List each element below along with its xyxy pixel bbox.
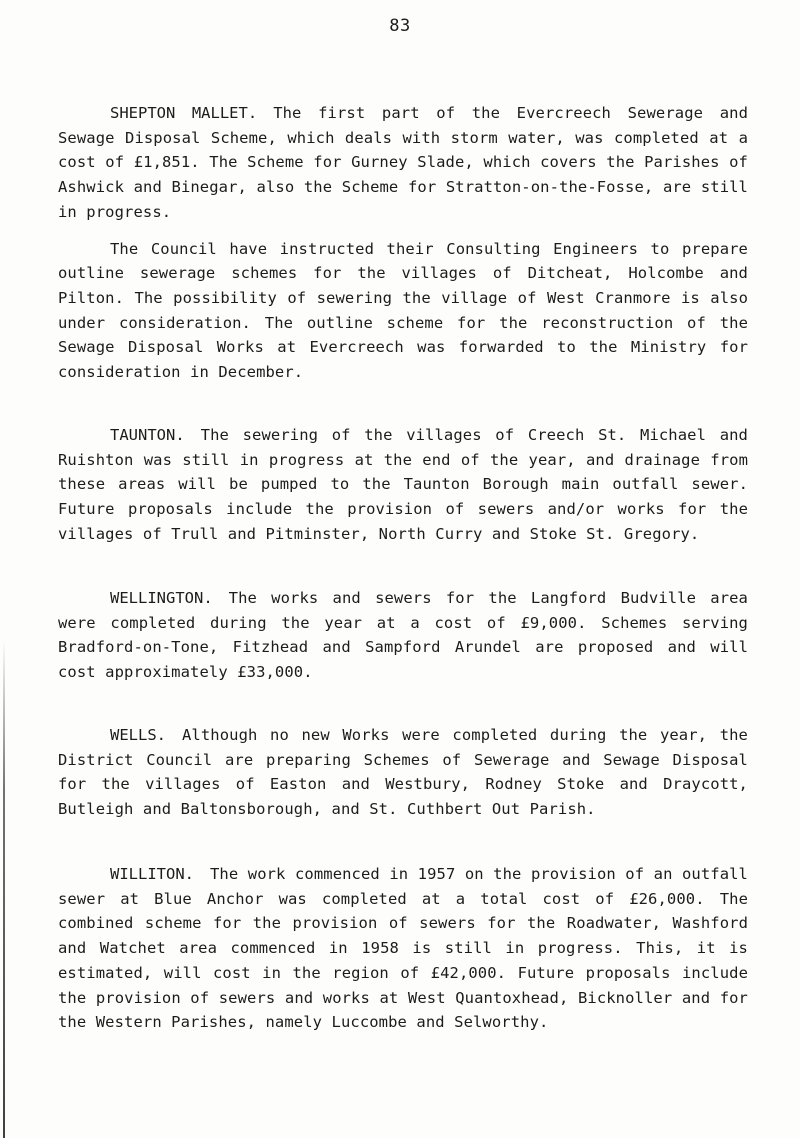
page-number: 83 — [389, 16, 411, 36]
section-heading: SHEPTON MALLET. — [110, 104, 258, 122]
section-taunton — [58, 423, 748, 547]
section-williton — [58, 862, 748, 1035]
scan-edge-shadow — [3, 640, 5, 1138]
section-shepton-mallet — [58, 101, 748, 385]
paragraph-text: The sewering of the villages of Creech St. Michael and Ruishton was still in progress at the end of the year, and drainage from these areas will be pumped to the Taunton Borough main outfall sewer. Future proposals include the provision of sewers and/or works for the villages of Trull and Pitminster, North Curry and Stoke St. Gregory. — [58, 426, 748, 543]
paragraph-text: The Council have instructed their Consulting Engineers to prepare outline sewerage schemes for the villages of Ditcheat, Holcombe and Pilton. The possibility of sewering the village of West Cranmore is also under consideration. The outline scheme for the reconstruction of the Sewage Disposal Works at Evercreech was forwarded to the Ministry for consideration in December. — [58, 239, 748, 382]
section-heading: WELLINGTON. — [110, 589, 213, 607]
section-heading: TAUNTON. — [110, 426, 185, 444]
section-paragraph — [58, 101, 748, 225]
section-paragraph — [58, 862, 748, 1035]
section-paragraph — [58, 586, 748, 685]
section-paragraph — [58, 723, 748, 822]
paragraph-text: The work commenced in 1957 on the provision of an outfall sewer at Blue Anchor was completed at a total cost of £26,000. The combined scheme for the provision of sewers for the Roadwater, Washford and Watchet area commenced in 1958 is still in progress. This, it is estimated, will cost in the region of £42,000. Future proposals include the provision of sewers and works at West Quantoxhead, Bicknoller and for the Western Parishes, namely Luccombe and Selworthy. — [58, 865, 748, 1032]
paragraph-text: The works and sewers for the Langford Budville area were completed during the year at a cost of £9,000. Schemes serving Bradford-on-Tone, Fitzhead and Sampford Arundel are proposed and will cost approximately £33,000. — [58, 589, 748, 682]
paragraph-text: The first part of the Evercreech Sewerage and Sewage Disposal Scheme, which deals with storm water, was completed at a cost of £1,851. The Scheme for Gurney Slade, which covers the Parishes of Ashwick and Binegar, also the Scheme for Stratton-on-the-Fosse, are still in progress. — [58, 104, 748, 221]
section-paragraph — [58, 237, 748, 385]
section-heading: WELLS. — [110, 726, 166, 744]
section-wellington — [58, 586, 748, 685]
paragraph-text: Although no new Works were completed during the year, the District Council are preparing Schemes of Sewerage and Sewage Disposal for the villages of Easton and Westbury, Rodney Stoke and Draycott, Butleigh and Baltonsborough, and St. Cuthbert Out Parish. — [58, 726, 748, 819]
section-wells — [58, 723, 748, 822]
section-heading: WILLITON. — [110, 865, 194, 883]
section-paragraph — [58, 423, 748, 547]
